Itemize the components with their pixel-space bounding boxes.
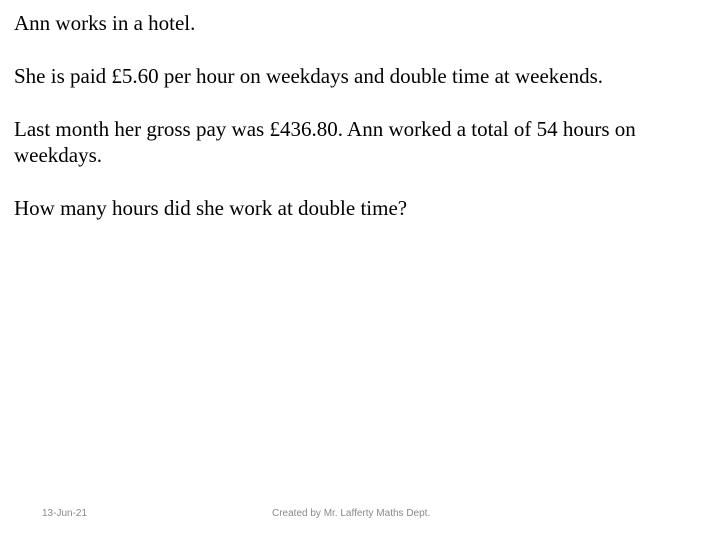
footer-date: 13-Jun-21: [42, 508, 88, 519]
footer-credit: Created by Mr. Lafferty Maths Dept.: [272, 508, 431, 519]
question-line-1: Ann works in a hotel.: [14, 11, 196, 35]
question-line-3: Last month her gross pay was £436.80. Ann worked a total of 54 hours on weekdays.: [14, 117, 636, 167]
question-text: [14, 10, 704, 248]
question-line-2: She is paid £5.60 per hour on weekdays and double time at weekends.: [14, 64, 604, 88]
question-line-4: How many hours did she work at double time?: [14, 196, 408, 220]
